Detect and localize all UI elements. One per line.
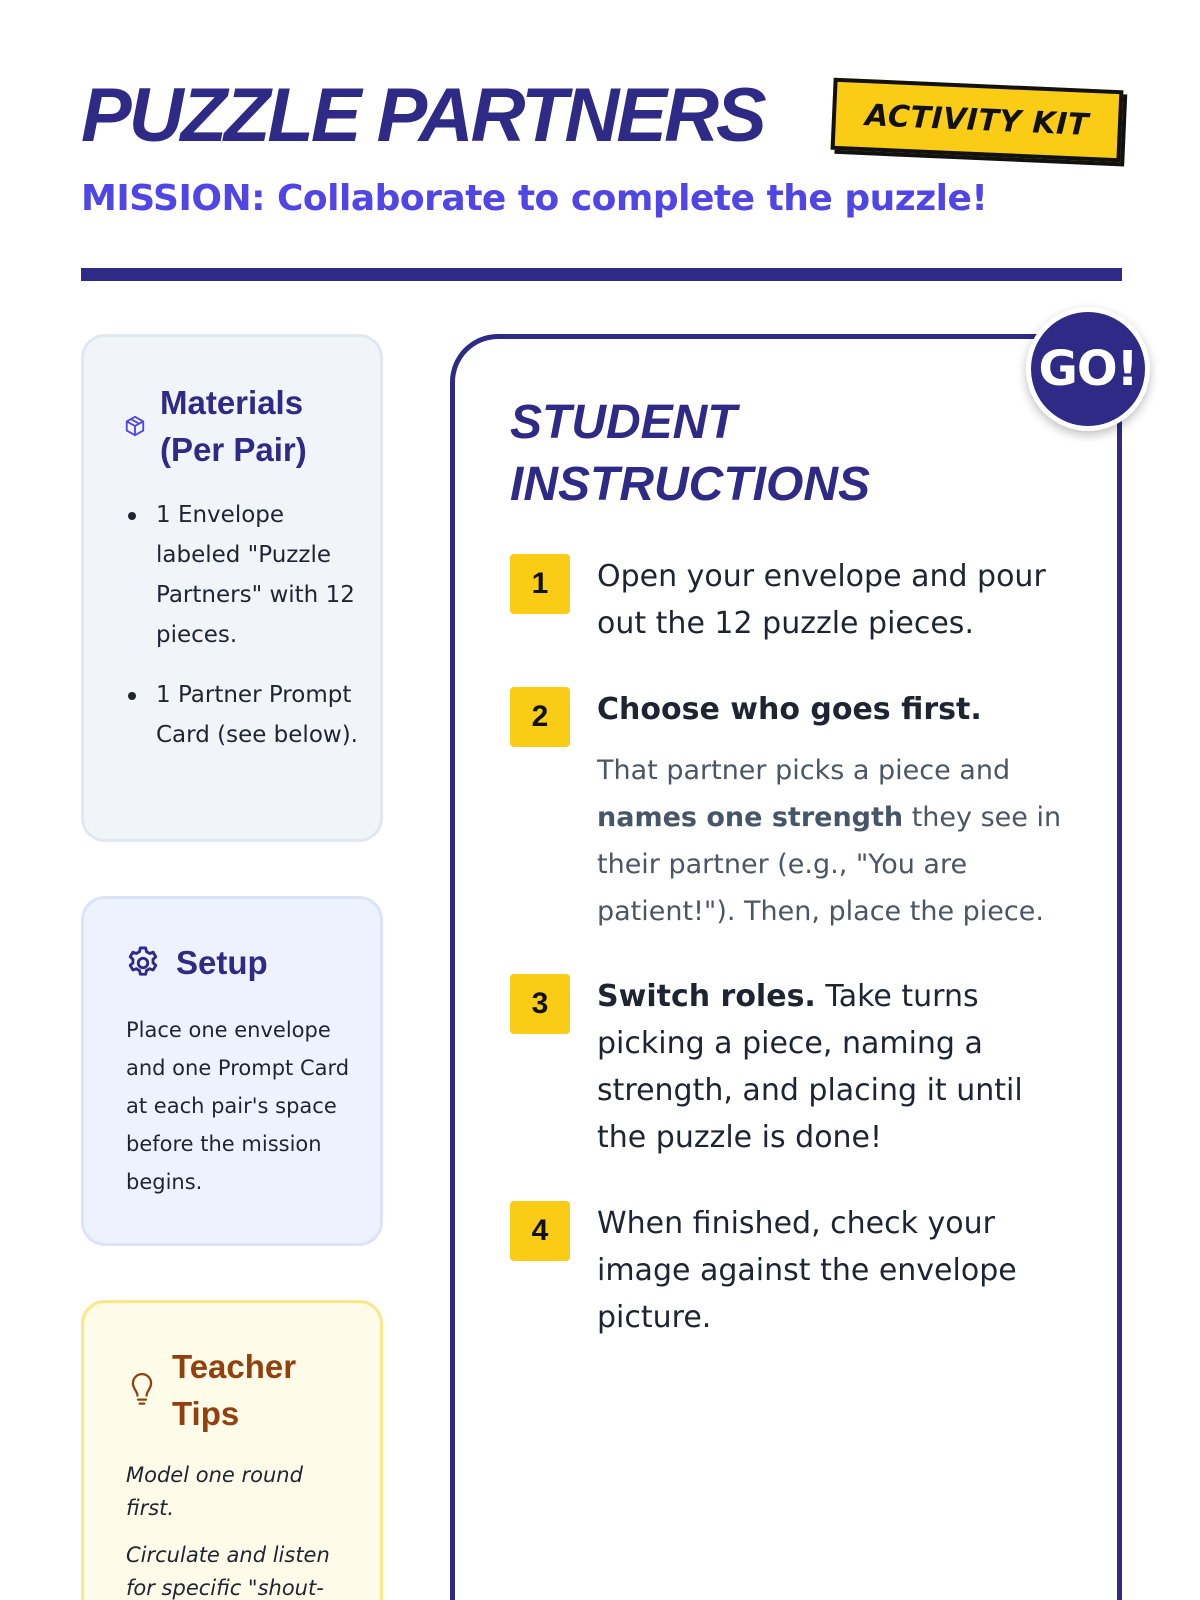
mission-statement: MISSION: Collaborate to complete the puzzle! xyxy=(81,178,988,219)
materials-list xyxy=(128,495,358,775)
tip-item: Model one round first. xyxy=(126,1463,303,1520)
step-number: 3 xyxy=(510,974,570,1034)
teacher-tips-card xyxy=(81,1300,383,1600)
materials-card-header xyxy=(124,379,307,473)
go-label: GO! xyxy=(1038,341,1138,397)
step-number: 4 xyxy=(510,1201,570,1261)
setup-title: Setup xyxy=(176,944,268,981)
step-text: Open your envelope and pour out the 12 puzzle pieces. xyxy=(597,559,1046,641)
activity-kit-label: ACTIVITY KIT xyxy=(864,97,1090,143)
setup-card xyxy=(81,896,383,1246)
step-text: Switch roles. Take turns picking a piece, naming a strength, and placing it until the puzzle is done! xyxy=(597,979,1023,1155)
page-title: PUZZLE PARTNERS xyxy=(81,73,764,158)
step-number: 2 xyxy=(510,687,570,747)
instructions-title: STUDENT INSTRUCTIONS xyxy=(510,396,870,511)
lightbulb-icon xyxy=(128,1373,156,1407)
list-item: 1 Envelope labeled "Puzzle Partners" with 12 pieces. xyxy=(128,495,358,655)
gear-icon xyxy=(124,944,162,982)
step-detail: That partner picks a piece and names one strength they see in their partner (e.g., "You are patient!"). Then, place the piece. xyxy=(597,755,1062,927)
list-item: 1 Partner Prompt Card (see below). xyxy=(128,675,358,755)
tips-title: Teacher Tips xyxy=(172,1348,297,1432)
setup-card-header xyxy=(124,939,268,986)
materials-title: Materials (Per Pair) xyxy=(160,384,307,468)
cube-icon xyxy=(124,415,146,437)
setup-text: Place one envelope and one Prompt Card at each pair's space before the mission begins. xyxy=(126,1018,350,1194)
header-divider xyxy=(81,268,1122,281)
step-number: 1 xyxy=(510,554,570,614)
tip-item: Circulate and listen for specific "shout- xyxy=(126,1543,330,1600)
materials-card xyxy=(81,334,383,842)
step-heading: Choose who goes first. xyxy=(597,692,982,727)
activity-kit-badge xyxy=(831,78,1124,163)
tips-card-header xyxy=(128,1343,296,1437)
go-badge xyxy=(1026,307,1150,431)
student-instructions-panel xyxy=(450,334,1122,1600)
step-text: When finished, check your image against the envelope picture. xyxy=(597,1206,1017,1335)
